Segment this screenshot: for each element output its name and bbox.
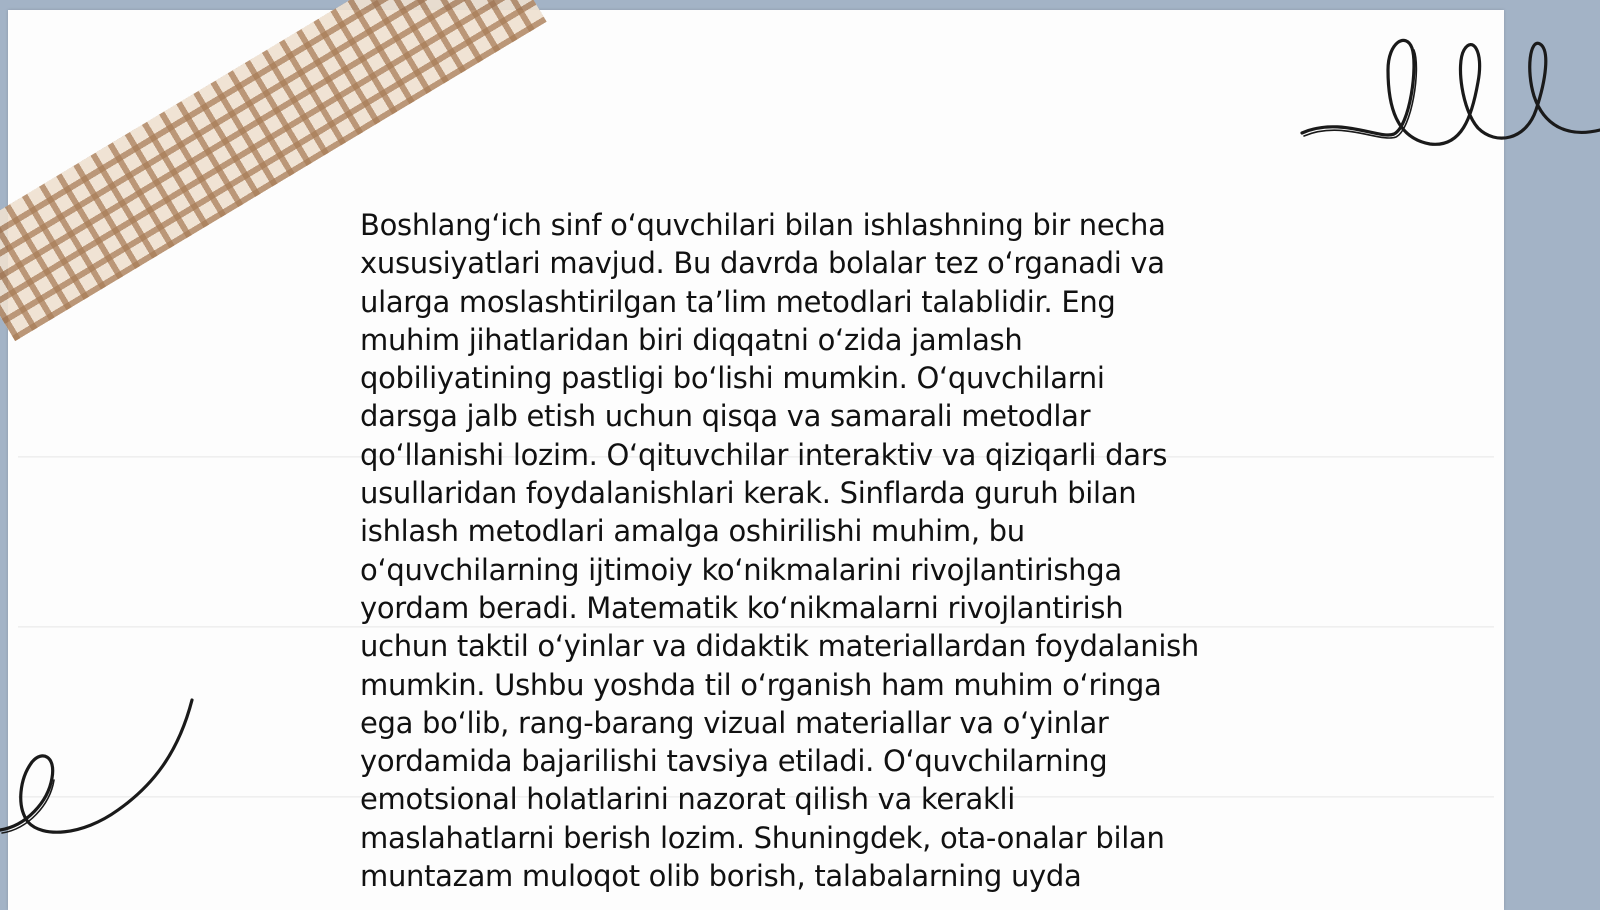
text-line: ishlash metodlari amalga oshirilishi muhim, bu: [360, 514, 1025, 549]
text-line: mumkin. Ushbu yoshda til o‘rganish ham muhim o‘ringa: [360, 667, 1162, 702]
text-line: qobiliyatining pastligi bo‘lishi mumkin. O‘quvchilarni: [360, 361, 1105, 396]
body-text: [360, 206, 1260, 895]
loop-scribble: [1300, 30, 1600, 170]
text-line: darsga jalb etish uchun qisqa va samarali metodlar: [360, 399, 1091, 434]
text-line: uchun taktil o‘yinlar va didaktik materiallardan foydalanish: [360, 629, 1199, 664]
text-line: usullaridan foydalanishlari kerak. Sinflarda guruh bilan: [360, 476, 1137, 511]
text-line: muntazam muloqot olib borish, talabalarning uyda: [360, 859, 1082, 894]
text-line: ega bo‘lib, rang-barang vizual materiallar va o‘yinlar: [360, 705, 1109, 740]
text-line: xususiyatlari mavjud. Bu davrda bolalar tez o‘rganadi va: [360, 246, 1165, 281]
text-line: qo‘llanishi lozim. O‘qituvchilar interaktiv va qiziqarli dars: [360, 437, 1168, 472]
text-line: muhim jihatlaridan biri diqqatni o‘zida jamlash: [360, 322, 1023, 357]
text-line: maslahatlarni berish lozim. Shuningdek, ota-onalar bilan: [360, 820, 1165, 855]
text-line: Boshlang‘ich sinf o‘quvchilari bilan ishlashning bir necha: [360, 208, 1166, 242]
text-line: yordamida bajarilishi tavsiya etiladi. O‘quvchilarning: [360, 744, 1108, 779]
text-line: ularga moslashtirilgan ta’lim metodlari talablidir. Eng: [360, 284, 1116, 319]
text-line: o‘quvchilarning ijtimoiy ko‘nikmalarini rivojlantirishga: [360, 552, 1122, 587]
swirl-scribble: [0, 690, 200, 850]
text-line: yordam beradi. Matematik ko‘nikmalarni rivojlantirish: [360, 590, 1124, 625]
text-line: emotsional holatlarini nazorat qilish va kerakli: [360, 782, 1015, 817]
